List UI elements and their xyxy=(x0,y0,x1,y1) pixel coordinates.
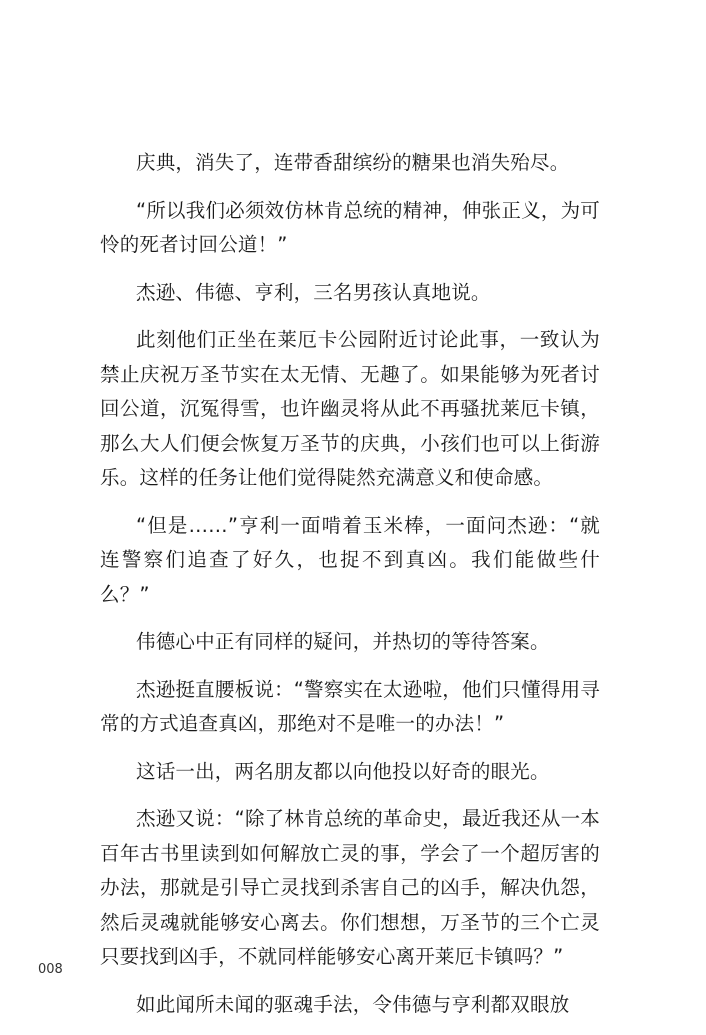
page-number: 008 xyxy=(38,962,63,977)
paragraph: 庆典，消失了，连带香甜缤纷的糖果也消失殆尽。 xyxy=(136,151,570,174)
paragraph: 杰逊挺直腰板说：“警察实在太逊啦，他们只懂得用寻常的方式追查真凶，那绝对不是唯一的办法！” xyxy=(100,677,600,735)
paragraph: 这话一出，两名朋友都以向他投以好奇的眼光。 xyxy=(136,759,550,783)
paragraph: 杰逊又说：“除了林肯总统的革命史，最近我还从一本百年古书里读到如何解放亡灵的事，学会了一个超厉害的办法，那就是引导亡灵找到杀害自己的凶手，解决仇怨，然后灵魂就能够安心离去。你们想想，万圣节的三个亡灵只要找到凶手，不就同样能够安心离开莱厄卡镇吗？” xyxy=(100,807,600,968)
paragraph: 杰逊、伟德、亨利，三名男孩认真地说。 xyxy=(136,280,491,304)
paragraph: 此刻他们正坐在莱厄卡公园附近讨论此事，一致认为禁止庆祝万圣节实在太无情、无趣了。如果能够为死者讨回公道，沉冤得雪，也许幽灵将从此不再骚扰莱厄卡镇，那么大人们便会恢复万圣节的庆典，小孩们也可以上街游乐。这样的任务让他们觉得陡然充满意义和使命感。 xyxy=(100,328,600,489)
body-text xyxy=(100,146,600,1035)
paragraph: 伟德心中正有同样的疑问，并热切的等待答案。 xyxy=(136,630,550,653)
paragraph: “所以我们必须效仿林肯总统的精神，伸张正义，为可怜的死者讨回公道！” xyxy=(100,198,600,256)
paragraph: 如此闻所未闻的驱魂手法，令伟德与亨利都双眼放 xyxy=(136,992,570,1016)
paragraph: “但是……”亨利一面啃着玉米棒，一面问杰逊：“就连警察们追查了好久，也捉不到真凶。我们能做些什么？” xyxy=(100,513,600,606)
